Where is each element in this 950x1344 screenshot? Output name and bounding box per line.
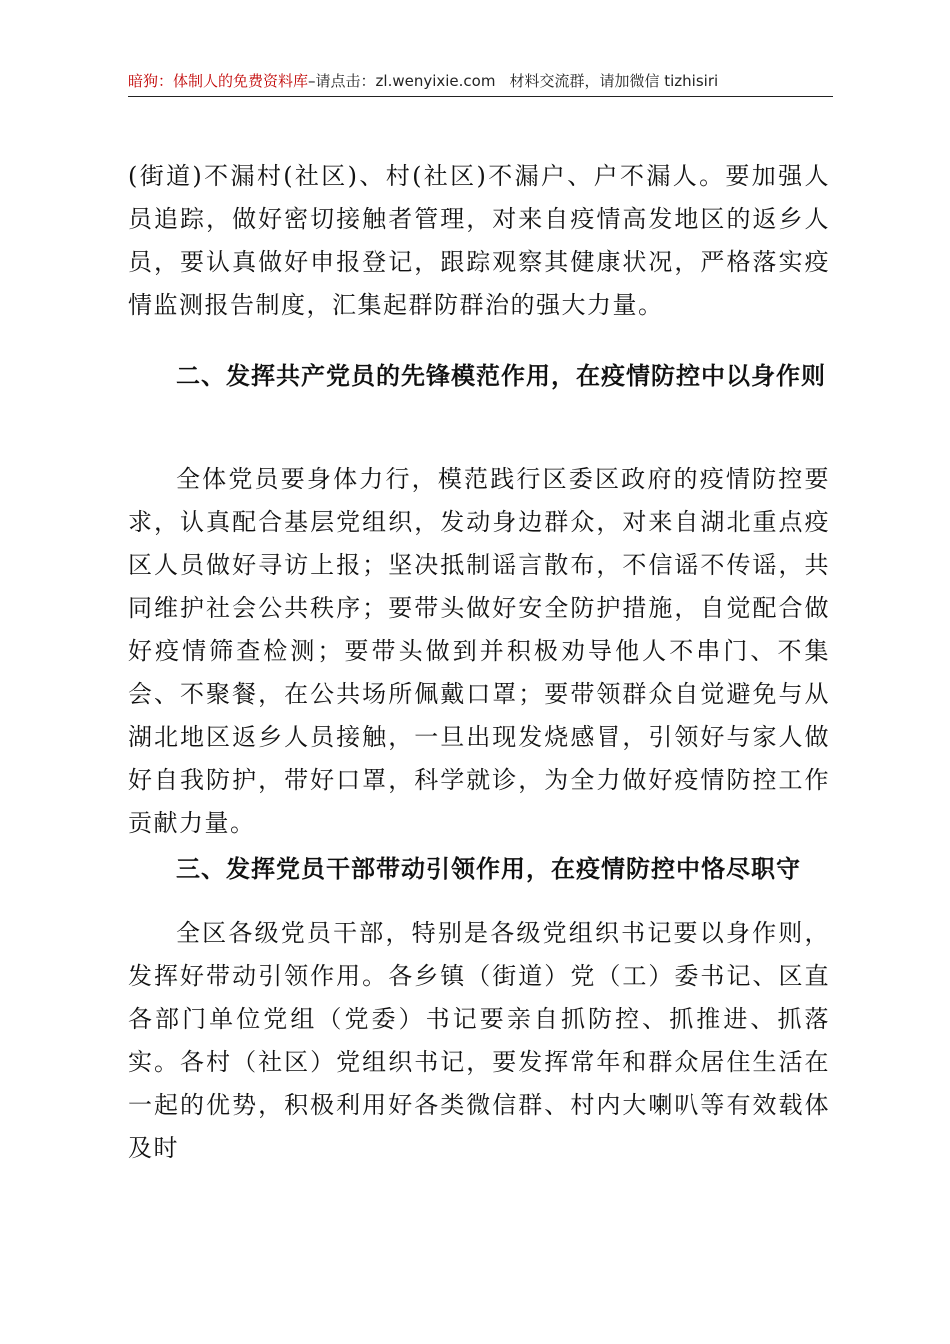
header-group-note: 材料交流群，请加微信 tizhisiri	[509, 72, 719, 90]
paragraph-section-2: 全体党员要身体力行，模范践行区委区政府的疫情防控要求，认真配合基层党组织，发动身边群众，对来自湖北重点疫区人员做好寻访上报；坚决抵制谣言散布，不信谣不传谣，共同维护社会公共秩序；要带头做好安全防护措施，自觉配合做好疫情筛查检测；要带头做到并积极劝导他人不串门、不集会、不聚餐，在公共场所佩戴口罩；要带领群众自觉避免与从湖北地区返乡人员接触，一旦出现发烧感冒，引领好与家人做好自我防护，带好口罩，科学就诊，为全力做好疫情防控工作贡献力量。	[128, 465, 830, 837]
header-site-name: 暗狗：体制人的免费资料库	[128, 72, 309, 90]
section-heading-2: 二、发挥共产党员的先锋模范作用，在疫情防控中以身作则	[176, 362, 826, 390]
section-heading-3: 三、发挥党员干部带动引领作用，在疫情防控中恪尽职守	[176, 855, 801, 883]
paragraph-section-3: 全区各级党员干部，特别是各级党组织书记要以身作则，发挥好带动引领作用。各乡镇（街道）党（工）委书记、区直各部门单位党组（党委）书记要亲自抓防控、抓推进、抓落实。各村（社区）党组织书记，要发挥常年和群众居住生活在一起的优势，积极利用好各类微信群、村内大喇叭等有效载体及时	[128, 919, 830, 1162]
header-click-prompt: –请点击：	[308, 72, 376, 90]
page-header	[128, 70, 833, 97]
header-url-link[interactable]: zl.wenyixie.com	[375, 72, 496, 90]
paragraph-continued: (街道)不漏村(社区)、村(社区)不漏户、户不漏人。要加强人员追踪，做好密切接触者管理，对来自疫情高发地区的返乡人员，要认真做好申报登记，跟踪观察其健康状况，严格落实疫情监测报告制度，汇集起群防群治的强大力量。	[128, 162, 830, 319]
